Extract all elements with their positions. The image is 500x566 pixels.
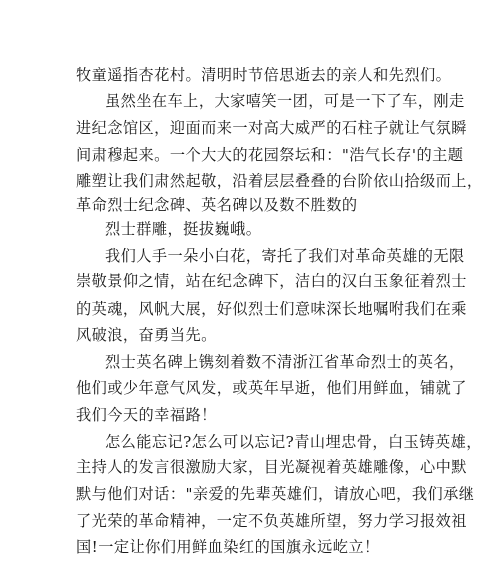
text-line: 间肃穆起来。一个大大的花园祭坛和："浩气长存'的主题	[76, 146, 464, 164]
text-line: 我们今天的幸福路！	[76, 406, 217, 424]
text-line: 革命烈士纪念碑、英名碑以及数不胜数的	[76, 196, 358, 214]
text-line: 了光荣的革命精神，一定不负英雄所望，努力学习报效祖	[76, 512, 467, 530]
text-line: 雕塑让我们肃然起敬，沿着层层叠叠的台阶依山拾级而上，	[76, 172, 483, 190]
text-line: 进纪念馆区，迎面而来一对高大威严的石柱子就让气氛瞬	[76, 119, 467, 137]
text-line: 主持人的发言很激励大家，目光凝视着英雄雕像，心中默	[76, 458, 467, 476]
paragraph-start-line: 烈士英名碑上镌刻着数不清浙江省革命烈士的英名，	[105, 353, 465, 371]
text-line: 国!一定让你们用鲜血染红的国旗永远屹立！	[76, 538, 380, 556]
paragraph-start-line: 怎么能忘记?怎么可以忘记?青山埋忠骨，白玉铸英雄，	[105, 433, 482, 451]
text-line: 默与他们对话："亲爱的先辈英雄们，请放心吧，我们承继	[76, 485, 475, 503]
text-line: 的英魂，风帆大展，好似烈士们意味深长地嘱咐我们在乘	[76, 300, 467, 318]
text-line: 风破浪，奋勇当先。	[76, 326, 217, 344]
paragraph-start-line: 虽然坐在车上，大家嘻笑一团，可是一下了车，刚走	[105, 92, 465, 110]
text-line: 他们或少年意气风发，或英年早逝，他们用鲜血，铺就了	[76, 379, 467, 397]
paragraph-start-line: 烈士群雕，挺拔巍峨。	[105, 220, 262, 238]
paragraph-start-line: 我们人手一朵小白花，寄托了我们对革命英雄的无限	[105, 247, 465, 265]
text-line: 崇敬景仰之情，站在纪念碑下，洁白的汉白玉象征着烈士	[76, 272, 467, 290]
text-line: 牧童遥指杏花村。清明时节倍思逝去的亲人和先烈们。	[76, 66, 452, 84]
